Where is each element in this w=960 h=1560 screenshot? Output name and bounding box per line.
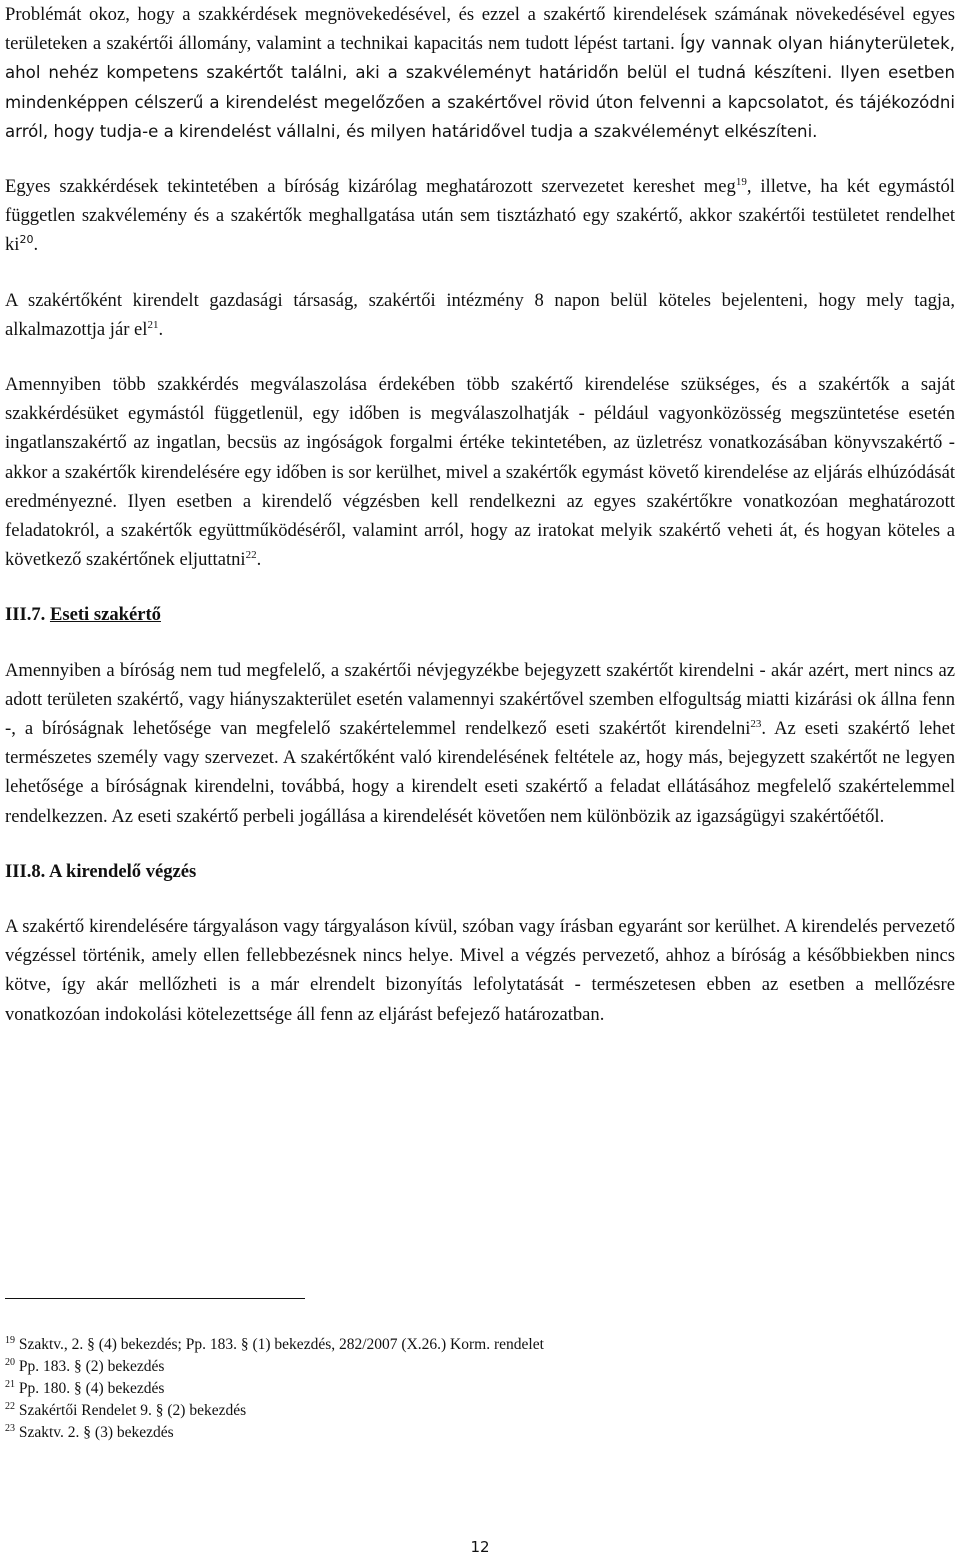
paragraph-2-part-c: . [33,234,39,256]
paragraph-2 [5,172,955,260]
section-heading-iii-7 [5,600,955,629]
paragraph-4-text: Amennyiben több szakkérdés megválaszolása érdekében több szakértő kirendelése szükséges, és a szakértők a saját szakkérdésüket egymástól függetlenül, egy időben is megválaszolhatják - például vagyonközösség megszüntetése esetén ingatlanszakértő az ingatlan, becsüs az ingóságok forgalmi értéke tekintetében, az üzletrész vonatkozásában könyvszakértő - akkor a szakértők kirendelésére egy időben is sor kerülhet, mivel a szakértők egymást követő kirendelése az eljárás elhúzódását eredményezné. Ilyen esetben a kirendelő végzésben kell rendelkezni az egyes szakértőkre vonatkozóan meghatározott feladatokról, a szakértők együttműködéséről, valamint arról, hogy az iratokat melyik szakértő veheti át, és hogyan köteles a következő szakértőnek eljuttatni [5,374,955,571]
paragraph-2-part-b: , illetve, ha két egymástól független szakvélemény és a szakértők meghallgatása után sem tisztázható egy szakértő, akkor szakértői testületet rendelhet ki [5,176,955,256]
footnote-ref-19[interactable]: 19 [735,175,747,188]
footnote-number: 20 [5,1356,15,1368]
paragraph-1 [5,0,955,146]
paragraph-5-part-a: Amennyiben a bíróság nem tud megfelelő, a szakértői névjegyzékbe bejegyzett szakértőt kirendelni - akár azért, mert nincs az adott területen szakértő, vagy hiányszakterület esetén valamennyi szakértővel szemben elfogultság miatti kizárási ok állna fenn -, a bíróságnak lehetősége van megfelelő szakértelemmel rendelkező eseti szakértőt kirendelni [5,659,955,740]
paragraph-6-text: A szakértő kirendelésére tárgyaláson vagy tárgyaláson kívül, szóban vagy írásban egyaránt sor kerülhet. A kirendelés pervezető végzéssel történik, amely ellen fellebbezésnek nincs helye. Mivel a végzés pervezető, ahhoz a bíróság a későbbiekben nincs kötve, így akár mellőzheti is a már elrendelt bizonyítás lefolytatását - természetesen ebben az esetben a mellőzésre vonatkozóan indokolási kötelezettsége áll fenn az eljárást befejező határozatban. [5,916,955,1025]
footnote-ref-22[interactable]: 22 [245,549,257,562]
footnote-number: 21 [5,1378,15,1390]
paragraph-5 [5,656,955,831]
footnote-19 [5,1334,544,1356]
footnote-ref-20[interactable]: 20 [19,233,34,247]
section-title: A kirendelő végzés [48,860,197,882]
paragraph-3-part-b: . [158,318,164,340]
paragraph-2-part-a: Egyes szakkérdések tekintetében a bíróság kizárólag meghatározott szervezetet kereshet meg [5,176,736,198]
footnotes [5,1334,544,1444]
footnote-21 [5,1378,544,1400]
footnote-separator [5,1298,305,1299]
paragraph-1-part-a: Problémát okoz, hogy a szakkérdések megnövekedésével, és ezzel a szakértő kirendelések számának növekedésével egyes területeken a szakértői állomány, valamint a technikai kapacitás nem tudott lépést tartani. [5,4,955,55]
document-body [5,0,955,1055]
paragraph-4 [5,370,955,574]
footnote-text: Pp. 180. § (4) bekezdés [18,1380,165,1397]
footnote-text: Szaktv., 2. § (4) bekezdés; Pp. 183. § (1) bekezdés, 282/2007 (X.26.) Korm. rendelet [18,1336,544,1353]
footnote-ref-21[interactable]: 21 [147,318,159,331]
paragraph-5-part-b: . Az eseti szakértő lehet természetes személy vagy szervezet. A szakértőként való kirendelésének feltétele az, hogy más, bejegyzett szakértőt ne legyen lehetősége a bíróságnak kirendelni, továbbá, hogy a kirendelt eseti szakértő a feladat ellátásához megfelelő szakértelemmel rendelkezzen. Az eseti szakértő perbeli jogállása a kirendelését követően nem különbözik az igazságügyi szakértőétől. [5,718,955,827]
footnote-ref-23[interactable]: 23 [750,717,762,730]
section-title: Eseti szakértő [49,604,161,626]
footnote-number: 22 [5,1400,15,1412]
footnote-text: Szaktv. 2. § (3) bekezdés [18,1424,174,1441]
footnote-20 [5,1356,544,1378]
footnote-number: 23 [5,1422,15,1434]
footnote-number: 19 [5,1334,15,1346]
section-heading-iii-8 [5,857,955,886]
section-number: III.7. [5,604,50,626]
footnote-22 [5,1400,544,1422]
footnote-text: Pp. 183. § (2) bekezdés [18,1358,165,1375]
paragraph-3-part-a: A szakértőként kirendelt gazdasági társaság, szakértői intézmény 8 napon belül köteles bejelenteni, hogy mely tagja, alkalmazottja jár el [5,289,955,340]
paragraph-6 [5,912,955,1029]
footnote-23 [5,1422,544,1444]
page-number: 12 [470,1538,490,1556]
paragraph-3 [5,286,955,344]
paragraph-4-end: . [256,549,262,571]
footnote-text: Szakértői Rendelet 9. § (2) bekezdés [18,1402,247,1419]
paragraph-1-part-b: Így vannak olyan hiányterületek, ahol nehéz kompetens szakértőt találni, aki a szakvéleményt határidőn belül el tudná készíteni. Ilyen esetben mindenképpen célszerű a kirendelést megelőzően a szakértővel rövid úton felvenni a kapcsolatot, és tájékozódni arról, hogy tudja-e a kirendelést vállalni, és milyen határidővel tudja a szakvéleményt elkészíteni. [5,34,955,141]
section-number: III.8. [5,860,49,882]
